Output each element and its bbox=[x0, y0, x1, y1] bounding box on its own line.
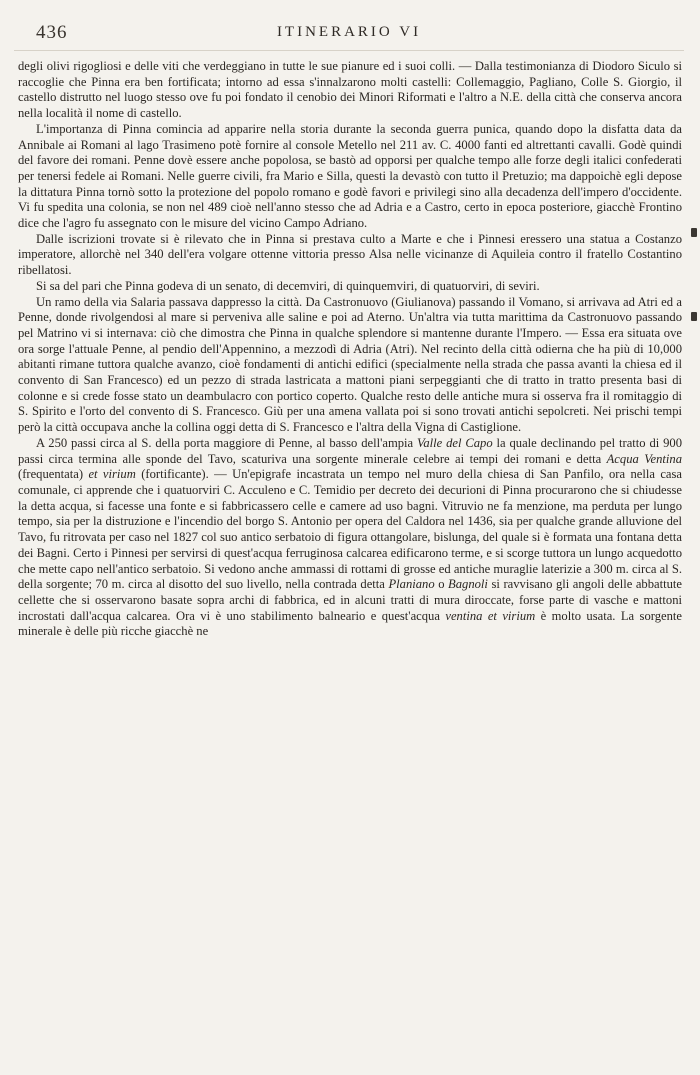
text-run: Un ramo della via Salaria passava dappresso la città. Da Castronuovo (Giulianova) passando il Vomano, si arrivava ad Atri ed a Penne, donde rivolgendosi al mare si perveniva alle saline e poi ad Aterno. Un'altra via tutta marittima da Castronuovo passando pel Matrino vi si internava: ciò che dimostra che Pinna in qualche splendore si mantenne durante l'Impero. — Essa era situata ove ora sorge l'attuale Penne, al pendio dell'Appennino, a mezzodì di Adria (Atri). Nel recinto della città odierna che ha più di 10,000 abitanti rimane tuttora qualche avanzo, cioè fondamenti di antichi edifici (specialmente nella strada che passa avanti la chiesa ed il convento di San Francesco) ed un pezzo di strada lastricata a mattoni piani serpeggianti che di tratto in tratto presenta basi di colonne e si crede fosse stato un deambulacro con portico coperto. Qualche resto delle antiche mura si osserva fra il romitaggio di S. Spirito e l'orto del convento di S. Francesco. Giù per una amena vallata poi si sono trovati antichi sepolcreti. Nei prischi tempi però la città occupava anche la collina oggi detta di S. Francesco e l'altra della Vigna di Castiglione. bbox=[18, 294, 682, 435]
italic-phrase: Planiano bbox=[388, 577, 435, 592]
page-number: 436 bbox=[36, 22, 68, 43]
text-run: Dalle iscrizioni trovate si è rilevato che in Pinna si prestava culto a Marte e che i Pinnesi eressero una statua a Costanzo imperatore, allorchè nel 340 dell'era volgare ottenne vittoria presso Alsa nelle vicinanze di Aquileia contro il fratello Costantino ribellatosi. bbox=[18, 231, 682, 278]
text-run: (frequentata) bbox=[18, 467, 89, 482]
italic-phrase: Acqua Ventina bbox=[606, 451, 682, 466]
text-run: è molto usata. La sorgente minerale è delle più ricche giacchè ne bbox=[18, 608, 682, 639]
running-title: ITINERARIO VI bbox=[276, 24, 422, 40]
margin-mark bbox=[691, 312, 697, 321]
paragraph bbox=[18, 295, 682, 436]
text-run: o bbox=[434, 577, 449, 592]
italic-phrase: Valle del Capo bbox=[417, 435, 493, 450]
text-run: la quale declinando pel tratto di 900 passi circa termina alle sponde del Tavo, scaturiva una sorgente minerale celebre ai tempi dei romani e detta bbox=[18, 435, 683, 466]
paragraph bbox=[18, 279, 682, 295]
text-run: (fortificante). — Un'epigrafe incastrata un tempo nel muro della chiesa di San Panfilo, ora nella casa comunale, ci apprende che i quatuorviri C. Acculeno e C. Temidio per decreto dei decurioni di Pinna procurarono che si chiudesse la detta acqua, si facesse una fonte e si fabbricassero celle e camere ad uso bagni. Vitruvio ne fa menzione, ma perduta per lungo tempo, sia per la distruzione e l'incendio del borgo S. Antonio per opera del Caldora nel 1436, sia per qualche grande alluvione del Tavo, fu ritrovata per caso nel 1827 col suo antico serbatoio di figura ottangolare, bislunga, del quale si è formata una fontana detta dei Bagni. Certo i Pinnesi per servirsi di quest'acqua ferruginosa calcarea edificarono terme, e si scorge tuttora un lungo acquedotto che mette capo nell'antico serbatoio. Si vedono anche ammassi di rottami di grosse ed antiche muraglie laterizie a 300 m. circa al S. della sorgente; 70 m. circa al disotto del suo livello, nella contrada detta bbox=[18, 467, 683, 592]
page-header bbox=[14, 14, 684, 51]
text-run: L'importanza di Pinna comincia ad apparire nella storia durante la seconda guerra punica, quando dopo la disfatta data da Annibale ai Romani al lago Trasimeno potè fornire al console Metello nel 211 av. C. 4000 fanti ed altrettanti cavalli. Godè quindi del favore dei romani. Penne dovè essere anche popolosa, se bastò ad opporsi per qualche tempo alle forze degli italici confederati per tenersi fedele ai Romani. Nelle guerre civili, fra Mario e Silla, questi la devastò con tutto il Pretuzio; ma dappoichè egli depose la dittatura Pinna tornò sotto la protezione del popolo romano e godè favori e privilegi sino alla decadenza dell'impero d'occidente. Vi fu spedita una colonia, se non nel 489 cioè nell'anno stesso che ad Adria e a Castro, certo in epoca posteriore, giacchè Frontino dice che l'agro fu assegnato con le misure del vicino Campo Adriano. bbox=[18, 121, 682, 231]
paragraph bbox=[18, 59, 682, 122]
italic-phrase: ventina et virium bbox=[445, 608, 536, 623]
text-run: A 250 passi circa al S. della porta maggiore di Penne, al basso dell'ampia bbox=[36, 435, 418, 450]
text-run: si ravvisano gli angoli delle abbattute cellette che si osservarono basate sopra archi di fabbrica, ed in alcuni tratti di mura diroccate, forse parte di vasche e mattoni incrostati dall'acqua calcarea. Ora vi è uno stabilimento balneario e quest'acqua bbox=[18, 577, 683, 623]
italic-phrase: et virium bbox=[88, 467, 136, 482]
italic-phrase: Bagnoli bbox=[448, 577, 488, 592]
body-text bbox=[14, 59, 684, 640]
paragraph bbox=[18, 436, 682, 640]
text-run: degli olivi rigogliosi e delle viti che verdeggiano in tutte le sue pianure ed i suoi colli. — Dalla testimonianza di Diodoro Siculo si raccoglie che Pinna era ben fortificata; intorno ad essa s'innalzarono molti castelli: Collemaggio, Pagliano, Colle S. Giorgio, il castello distrutto nel luogo stesso ove fu poi fondato il cenobio dei Minori Riformati e l'altro a N.E. della città che conserva ancora nella località il nome di castello. bbox=[18, 59, 682, 121]
paragraph bbox=[18, 122, 682, 232]
text-run: Si sa del pari che Pinna godeva di un senato, di decemviri, di quinquemviri, di quatuorviri, di seviri. bbox=[36, 278, 540, 293]
margin-mark bbox=[691, 228, 697, 237]
paragraph bbox=[18, 232, 682, 279]
